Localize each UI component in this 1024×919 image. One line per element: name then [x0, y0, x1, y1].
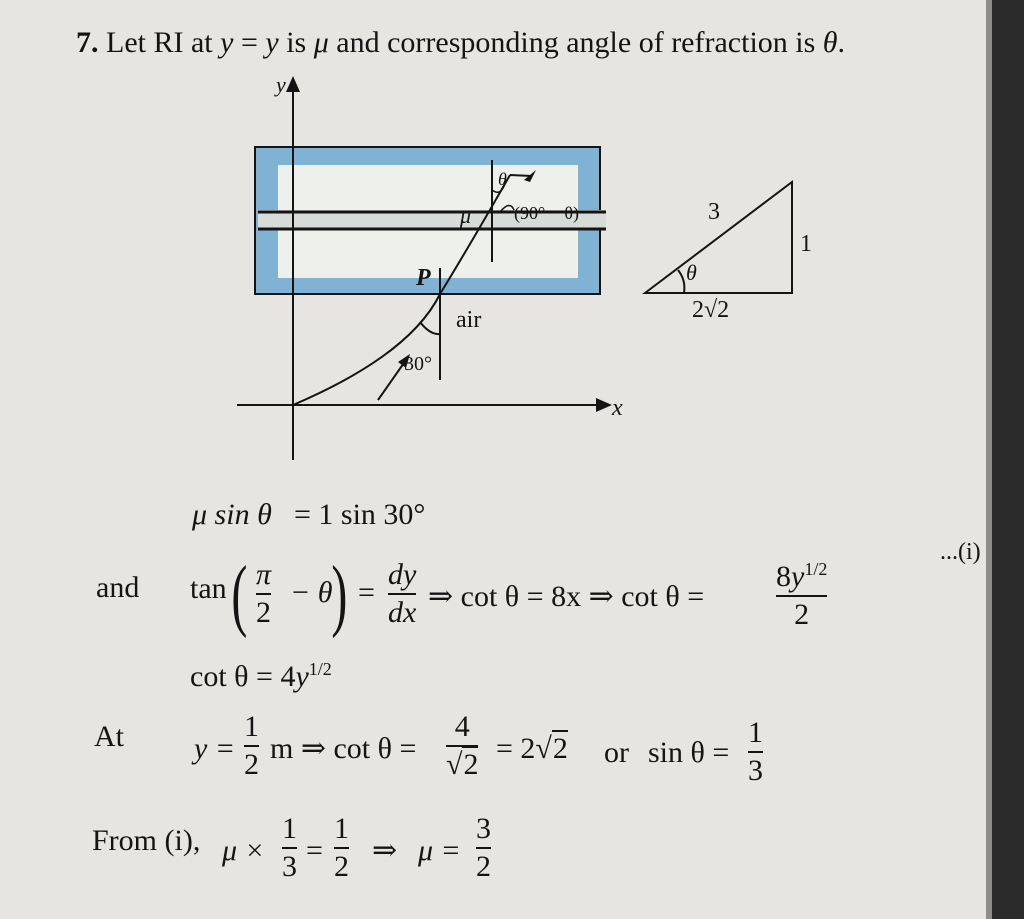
y-axis-arrow [286, 76, 300, 92]
angle-30-label: 30° [404, 353, 432, 375]
eq2-open-paren: ( [231, 551, 248, 639]
statement-theta: θ [822, 26, 838, 59]
point-p-label: P [416, 265, 431, 291]
eq4-s-num: 1 [748, 716, 763, 749]
incident-ray [378, 360, 406, 400]
eq1-rhs: = 1 sin 30° [294, 498, 426, 531]
eq4-sqrt2: 2 [463, 748, 479, 781]
eq5-c-num: 3 [476, 812, 491, 845]
eq4-s-den: 3 [748, 754, 763, 787]
eq2-pi-over-2 [256, 560, 271, 628]
eq2-mid: ⇒ cot θ = 8x ⇒ cot θ = [428, 580, 705, 613]
air-label: air [456, 307, 482, 333]
statement-eq: = [233, 26, 266, 59]
eq5-mu: μ × [222, 834, 265, 867]
eq2-dydx [388, 560, 416, 628]
eq4-sin: sin θ = [648, 736, 730, 769]
eq2-den: 2 [794, 598, 810, 631]
eq2-num-exp: 1/2 [804, 559, 828, 579]
ray-exit [510, 175, 532, 176]
eq4-result-rad: 2 [552, 732, 568, 765]
eq1-lhs: μ sin θ [192, 498, 272, 531]
eq4-two: 2 [244, 748, 259, 781]
triangle-hypotenuse: 3 [708, 199, 720, 225]
layer-angle-label: (90° − θ) [514, 203, 579, 223]
statement-var-y1: y [220, 26, 234, 59]
y-axis-label: y [276, 72, 286, 97]
eq3-exp: 1/2 [308, 659, 332, 679]
eq4-half [244, 712, 259, 780]
eq5-imp: ⇒ [372, 834, 398, 867]
eq2-num [776, 560, 827, 592]
eq2-tan: tan [190, 572, 227, 605]
eq2-and: and [96, 571, 140, 604]
eq4-4-over-sqrt2 [446, 712, 478, 780]
statement-text-1: Let RI at [106, 26, 221, 59]
eq5-frac-a [282, 814, 297, 882]
eq4-at: At [94, 720, 124, 753]
eq1-tag: ...(i) [940, 539, 981, 565]
eq5-c-den: 2 [476, 850, 491, 883]
angle-arc-air [420, 322, 440, 334]
eq5-frac-b [334, 814, 349, 882]
eq2-two: 2 [256, 596, 272, 629]
eq2-num-y: y [791, 560, 805, 593]
eq5-mu2: μ = [418, 834, 461, 867]
eq5-b-num: 1 [334, 812, 349, 845]
eq5-b-den: 2 [334, 850, 349, 883]
layer-theta-label: θ [498, 169, 507, 189]
eq2-num-8: 8 [776, 560, 791, 593]
triangle-opposite: 1 [800, 231, 812, 257]
eq5-frac-c [476, 814, 491, 882]
triangle-angle: θ [686, 260, 697, 285]
eq2-pi: π [256, 558, 272, 591]
eq5-a-den: 3 [282, 850, 297, 883]
eq2-dx: dx [388, 596, 417, 629]
eq3-text: cot θ = 4 [190, 660, 296, 693]
statement-var-y2: y [265, 26, 279, 59]
triangle-angle-arc [678, 270, 684, 293]
layer-mu-label: μ [460, 203, 472, 228]
triangle-base: 2√2 [692, 297, 730, 323]
eq4-one: 1 [244, 710, 259, 743]
eq4-y-eq: y = [194, 732, 236, 765]
eq3-y: y [295, 660, 309, 693]
statement-text-3: and corresponding angle of refraction is [328, 26, 823, 59]
eq4-four: 4 [454, 710, 470, 743]
x-axis-arrow [596, 398, 612, 412]
statement-text-2: is [278, 26, 314, 59]
eq2-equals: = [358, 576, 375, 609]
eq4-m-cot: m ⇒ cot θ = [270, 732, 417, 765]
problem-number: 7. [76, 26, 99, 59]
eq4-sqrt: √2 [446, 748, 479, 781]
statement-mu: μ [313, 26, 329, 59]
x-axis-label: x [612, 395, 623, 421]
eq4-one-third [748, 718, 763, 786]
eq5-prefix: From (i), [92, 824, 201, 857]
eq4-result: = 2√2 [496, 732, 568, 765]
eq2-minus-theta: − θ [290, 576, 333, 609]
eq2-final-frac [776, 560, 827, 630]
eq5-a-num: 1 [282, 812, 297, 845]
eq3 [190, 660, 332, 692]
statement-period: . [837, 26, 846, 59]
eq4-result-text: = 2 [496, 732, 536, 765]
eq5-eq: = [306, 834, 323, 867]
eq4-or: or [604, 736, 629, 769]
eq2-dy: dy [388, 558, 417, 591]
eq2-close-paren: ) [331, 551, 348, 639]
